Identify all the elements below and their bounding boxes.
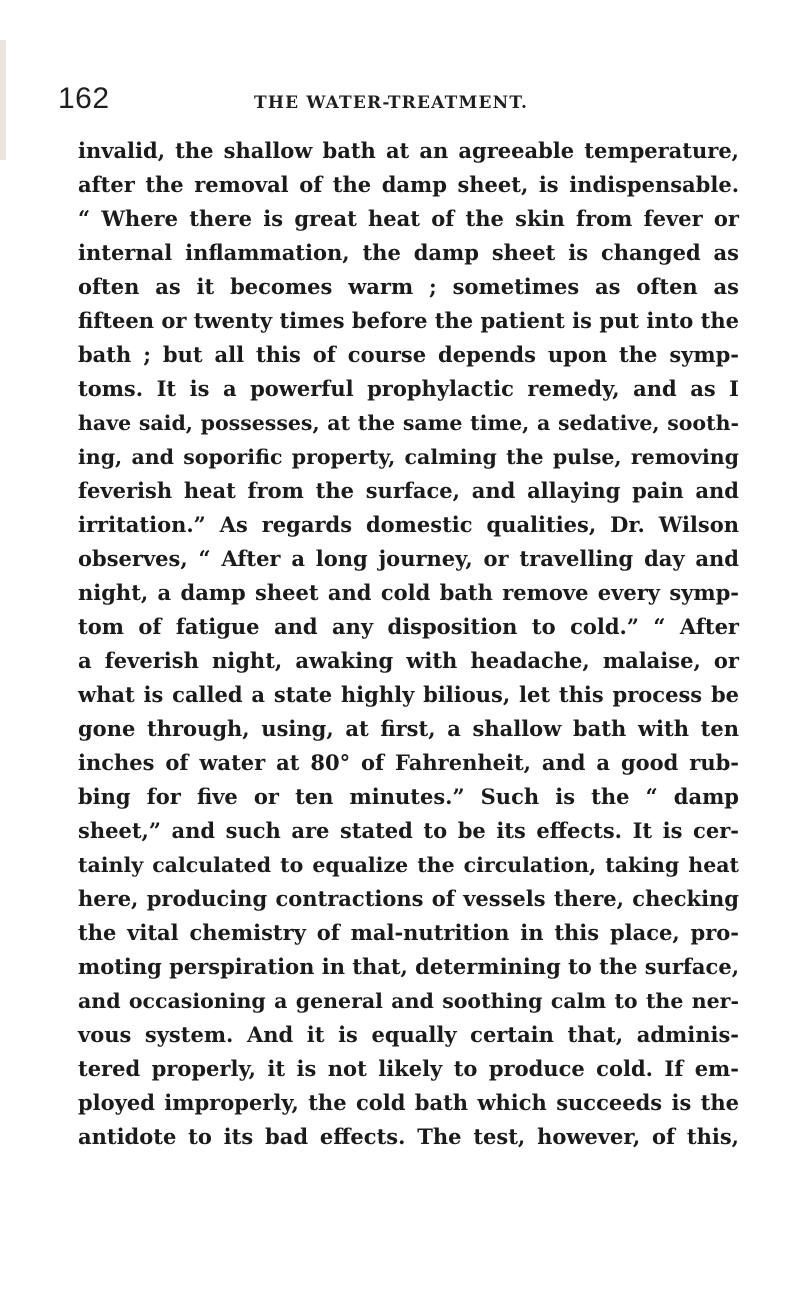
text-line: moting perspiration in that, determining to the surface, bbox=[78, 954, 739, 979]
text-line: internal inflammation, the damp sheet is changed as bbox=[78, 240, 739, 265]
page-header bbox=[0, 82, 800, 122]
text-line: the vital chemistry of mal-nutrition in this place, pro- bbox=[78, 920, 739, 945]
text-line: sheet,” and such are stated to be its effects. It is cer- bbox=[78, 818, 739, 843]
text-line: here, producing contractions of vessels there, checking bbox=[78, 886, 739, 911]
text-line: ployed improperly, the cold bath which succeeds is the bbox=[78, 1090, 739, 1115]
text-line: night, a damp sheet and cold bath remove every symp- bbox=[78, 580, 739, 605]
page-number: 162 bbox=[58, 82, 110, 115]
text-line: a feverish night, awaking with headache, malaise, or bbox=[78, 648, 739, 673]
text-line: gone through, using, at first, a shallow bath with ten bbox=[78, 716, 739, 741]
text-line: what is called a state highly bilious, let this process be bbox=[78, 682, 739, 707]
text-line: vous system. And it is equally certain that, adminis- bbox=[78, 1022, 739, 1047]
text-line: tom of fatigue and any disposition to cold.” “ After bbox=[78, 614, 739, 639]
text-line: antidote to its bad effects. The test, however, of this, bbox=[78, 1124, 739, 1149]
text-line: and occasioning a general and soothing calm to the ner- bbox=[78, 989, 739, 1013]
text-line: irritation.” As regards domestic qualities, Dr. Wilson bbox=[78, 512, 739, 537]
text-line: ing, and soporific property, calming the pulse, removing bbox=[78, 445, 739, 469]
text-line: after the removal of the damp sheet, is indispensable. bbox=[78, 172, 739, 197]
text-line: toms. It is a powerful prophylactic remedy, and as I bbox=[78, 376, 739, 401]
text-line: invalid, the shallow bath at an agreeable temperature, bbox=[78, 138, 739, 163]
text-line: tered properly, it is not likely to produce cold. If em- bbox=[78, 1056, 739, 1081]
text-line: inches of water at 80° of Fahrenheit, and a good rub- bbox=[78, 750, 739, 775]
text-line: fifteen or twenty times before the patient is put into the bbox=[78, 308, 739, 333]
text-line: feverish heat from the surface, and allaying pain and bbox=[78, 478, 739, 503]
text-line: have said, possesses, at the same time, a sedative, sooth- bbox=[78, 411, 739, 435]
running-head: THE WATER-TREATMENT. bbox=[254, 93, 529, 113]
text-line: bath ; but all this of course depends upon the symp- bbox=[78, 342, 739, 367]
text-line: often as it becomes warm ; sometimes as often as bbox=[78, 274, 739, 299]
text-line: tainly calculated to equalize the circulation, taking heat bbox=[78, 853, 739, 877]
text-line: observes, “ After a long journey, or travelling day and bbox=[78, 546, 739, 571]
text-line: “ Where there is great heat of the skin from fever or bbox=[78, 206, 739, 231]
body-text bbox=[78, 134, 739, 1154]
text-line: bing for five or ten minutes.” Such is the “ damp bbox=[78, 784, 739, 809]
